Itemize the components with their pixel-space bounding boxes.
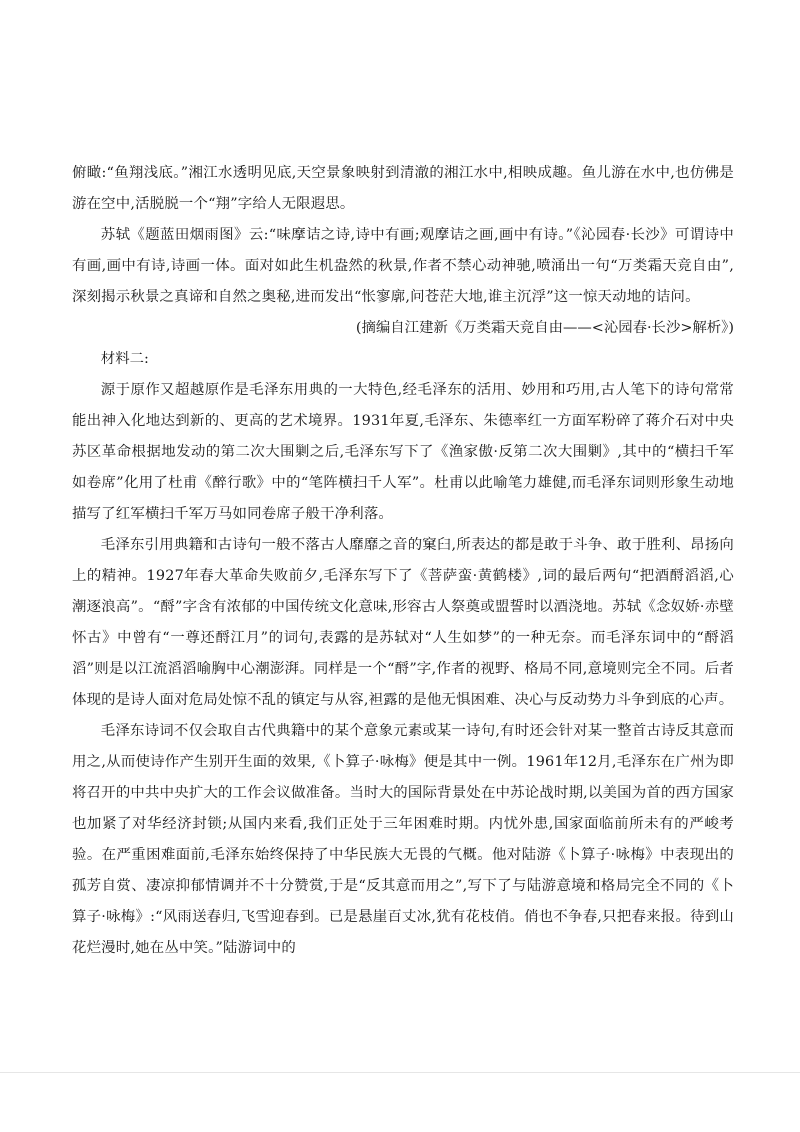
paragraph-su-shi-quote: 苏轼《题蓝田烟雨图》云:“味摩诘之诗,诗中有画;观摩诘之画,画中有诗。”《沁园春·长沙》可谓诗中有画,画中有诗,诗画一体。面对如此生机盎然的秋景,作者不禁心动神驰,喷涌出一句“万类霜天竞自由”,深刻揭示秋景之真谛和自然之奥秘,进而发出“怅寥廓,问苍茫大地,谁主沉浮”这一惊天动地的诘问。	[72, 227, 734, 305]
material-2-paragraph-3: 毛泽东诗词不仅会取自古代典籍中的某个意象元素或某一诗句,有时还会针对某一整首古诗反其意而用之,从而使诗作产生别开生面的效果,《卜算子·咏梅》便是其中一例。1961年12月,毛泽东在广州为即将召开的中共中央扩大的工作会议做准备。当时大的国际背景处在中苏论战时期,以美国为首的西方国家也加紧了对华经济封锁;从国内来看,我们正处于三年困难时期。内忧外患,国家面临前所未有的严峻考验。在严重困难面前,毛泽东始终保持了中华民族大无畏的气概。他对陆游《卜算子·咏梅》中表现出的孤芳自赏、凄凉抑郁情调并不十分赞赏,于是“反其意而用之”,写下了与陆游意境和格局完全不同的《卜算子·咏梅》:“风雨送春归,飞雪迎春到。已是悬崖百丈冰,犹有花枝俏。俏也不争春,只把春来报。待到山花烂漫时,她在丛中笑。”陆游词中的	[72, 723, 734, 956]
material-2-paragraph-2: 毛泽东引用典籍和古诗句一般不落古人靡靡之音的窠臼,所表达的都是敢于斗争、敢于胜利、昂扬向上的精神。1927年春大革命失败前夕,毛泽东写下了《菩萨蛮·黄鹤楼》,词的最后两句“把酒酹滔滔,心潮逐浪高”。“酹”字含有浓郁的中国传统文化意味,形容古人祭奠或盟誓时以酒浇地。苏轼《念奴娇·赤壁怀古》中曾有“一尊还酹江月”的词句,表露的是苏轼对“人生如梦”的一种无奈。而毛泽东词中的“酹滔滔”则是以江流滔滔喻胸中心潮澎湃。同样是一个“酹”字,作者的视野、格局不同,意境则完全不同。后者体现的是诗人面对危局处惊不乱的镇定与从容,袒露的是他无惧困难、决心与反动势力斗争到底的心声。	[72, 537, 734, 708]
material-2-paragraph-1: 源于原作又超越原作是毛泽东用典的一大特色,经毛泽东的活用、妙用和巧用,古人笔下的诗句常常能出神入化地达到新的、更高的艺术境界。1931年夏,毛泽东、朱德率红一方面军粉碎了蒋介石对中央苏区革命根据地发动的第二次大围剿之后,毛泽东写下了《渔家傲·反第二次大围剿》,其中的“横扫千军如卷席”化用了杜甫《醉行歌》中的“笔阵横扫千人军”。杜甫以此喻笔力雄健,而毛泽东词则形象生动地描写了红军横扫千军万马如同卷席子般干净利落。	[72, 382, 734, 522]
page-bottom-divider	[0, 1072, 800, 1073]
material-2-label: 材料二:	[100, 351, 149, 367]
source-citation: (摘编自江建新《万类霜天竞自由——<沁园春·长沙>解析》)	[355, 320, 734, 336]
paragraph-continued: 俯瞰:“鱼翔浅底。”湘江水透明见底,天空景象映射到清澈的湘江水中,相映成趣。鱼儿游在水中,也仿佛是游在空中,活脱脱一个“翔”字给人无限遐思。	[72, 165, 734, 212]
